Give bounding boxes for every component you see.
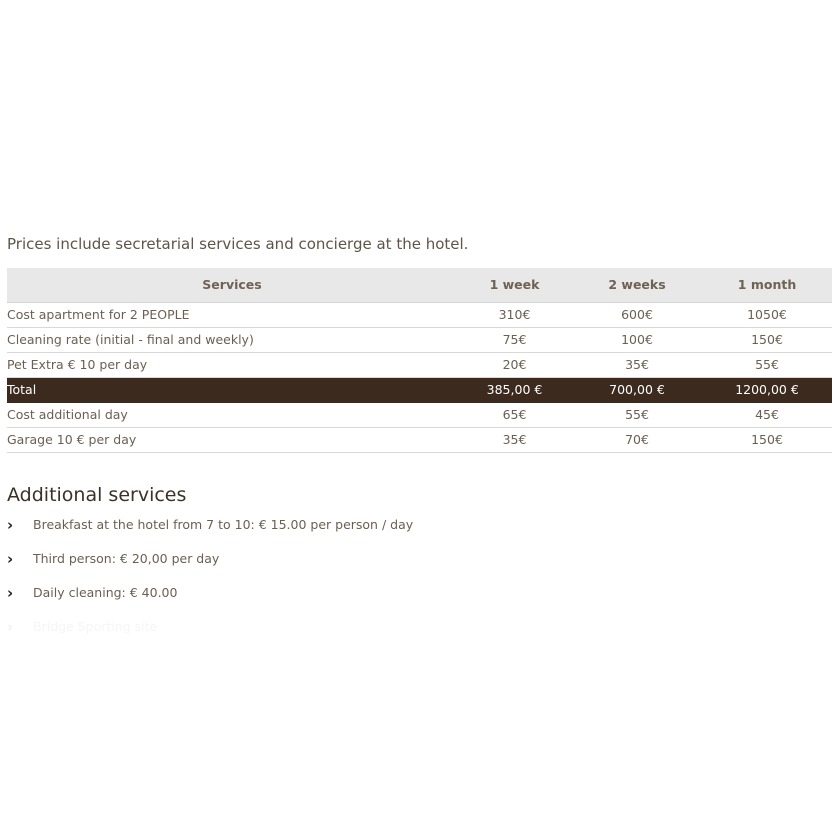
list-item <box>7 586 413 620</box>
row-1-week: 20€ <box>457 352 572 377</box>
row-2-weeks: 600€ <box>572 302 702 327</box>
row-2-weeks: 55€ <box>572 402 702 427</box>
total-label: Total <box>7 377 457 402</box>
table-row <box>7 427 832 452</box>
row-label: Cleaning rate (initial - final and weekly) <box>7 327 457 352</box>
row-1-month: 1050€ <box>702 302 832 327</box>
list-item <box>7 552 413 586</box>
table-row <box>7 327 832 352</box>
total-1-week: 385,00 € <box>457 377 572 402</box>
row-label: Garage 10 € per day <box>7 427 457 452</box>
row-1-month: 55€ <box>702 352 832 377</box>
row-label: Pet Extra € 10 per day <box>7 352 457 377</box>
intro-text: Prices include secretarial services and concierge at the hotel. <box>7 235 469 253</box>
row-label: Cost apartment for 2 PEOPLE <box>7 302 457 327</box>
header-services: Services <box>7 268 457 302</box>
chevron-right-icon: › <box>7 618 14 636</box>
row-1-week: 65€ <box>457 402 572 427</box>
table-row <box>7 302 832 327</box>
list-item <box>7 620 413 654</box>
row-1-month: 45€ <box>702 402 832 427</box>
row-1-month: 150€ <box>702 327 832 352</box>
total-1-month: 1200,00 € <box>702 377 832 402</box>
price-table <box>7 268 832 453</box>
table-row <box>7 402 832 427</box>
chevron-right-icon: › <box>7 516 14 534</box>
header-1-week: 1 week <box>457 268 572 302</box>
table-row <box>7 352 832 377</box>
table-header-row <box>7 268 832 302</box>
list-item-text: Third person: € 20,00 per day <box>33 551 220 566</box>
header-1-month: 1 month <box>702 268 832 302</box>
row-1-week: 75€ <box>457 327 572 352</box>
header-2-weeks: 2 weeks <box>572 268 702 302</box>
additional-services-list <box>7 518 413 654</box>
chevron-right-icon: › <box>7 584 14 602</box>
total-2-weeks: 700,00 € <box>572 377 702 402</box>
list-item-text: Bridge Sporting site <box>33 619 158 634</box>
row-1-week: 35€ <box>457 427 572 452</box>
additional-services-title: Additional services <box>7 484 187 506</box>
chevron-right-icon: › <box>7 550 14 568</box>
list-item-text: Breakfast at the hotel from 7 to 10: € 15.00 per person / day <box>33 517 414 532</box>
total-row <box>7 377 832 402</box>
row-label: Cost additional day <box>7 402 457 427</box>
row-2-weeks: 35€ <box>572 352 702 377</box>
row-2-weeks: 70€ <box>572 427 702 452</box>
row-1-month: 150€ <box>702 427 832 452</box>
row-1-week: 310€ <box>457 302 572 327</box>
row-2-weeks: 100€ <box>572 327 702 352</box>
list-item-text: Daily cleaning: € 40.00 <box>33 585 178 600</box>
list-item <box>7 518 413 552</box>
